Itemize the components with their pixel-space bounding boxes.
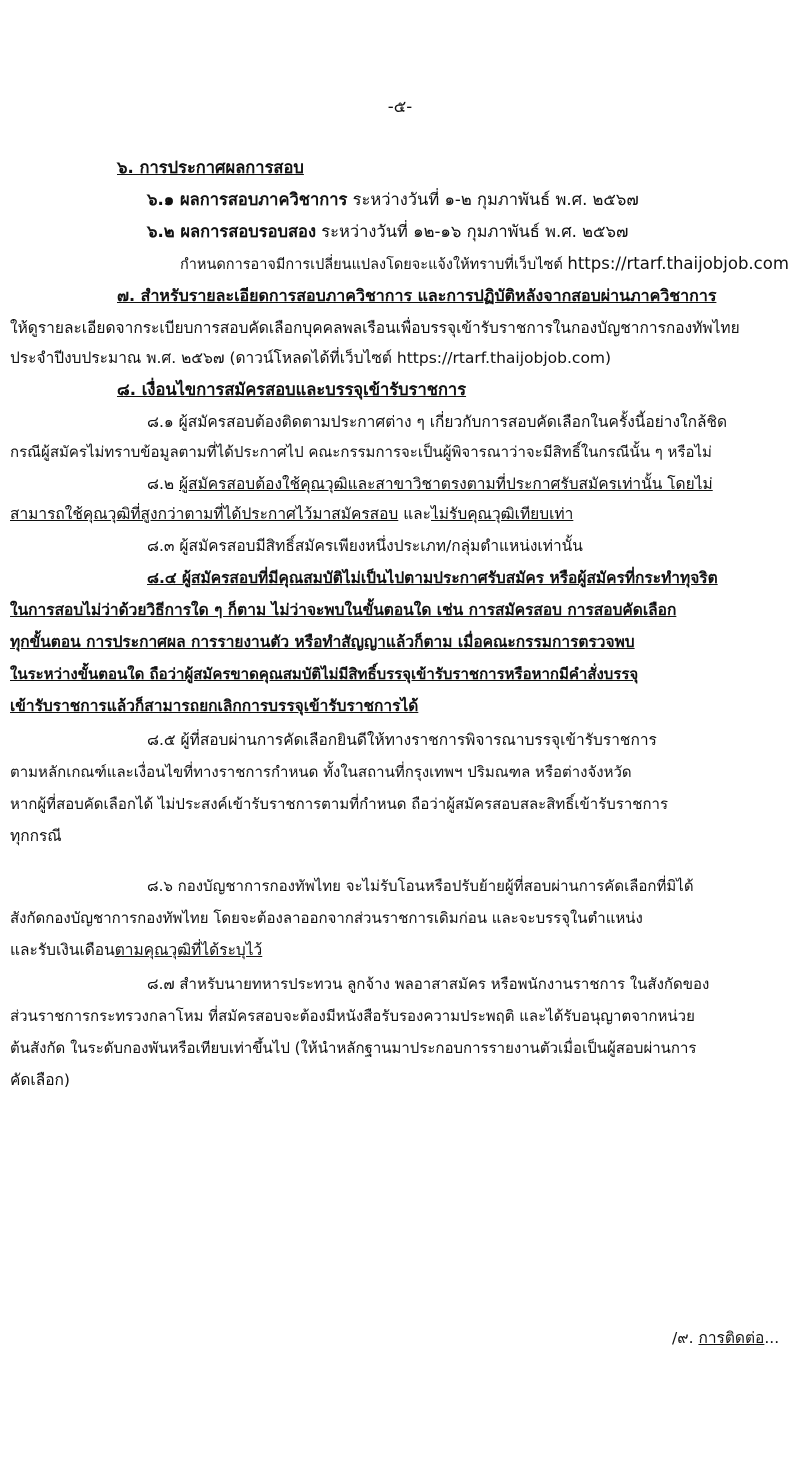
item-8-1-line-1: ๘.๑ ผู้สมัครสอบต้องติดตามประกาศต่าง ๆ เกี่ยวกับการสอบคัดเลือกในครั้งนี้อย่างใกล้ชิด (147, 413, 728, 431)
continuation-suffix: ... (764, 1329, 780, 1347)
item-8-4-line-5: เข้ารับราชการแล้วก็สามารถยกเลิกการบรรจุเข้ารับราชการได้ (10, 697, 419, 715)
item-8-4-line-3: ทุกขั้นตอน การประกาศผล การรายงานตัว หรือทำสัญญาแล้วก็ตาม เมื่อคณะกรรมการตรวจพบ (10, 633, 635, 651)
item-6-2-label: ๖.๒ ผลการสอบรอบสอง (147, 222, 316, 241)
item-8-6-line-2: สังกัดกองบัญชาการกองทัพไทย โดยจะต้องลาออกจากส่วนราชการเดิมก่อน และจะบรรจุในตำแหน่ง (10, 909, 643, 927)
item-8-2-line-2 (10, 502, 573, 526)
item-8-7-line-2: ส่วนราชการกระทรวงกลาโหม ที่สมัครสอบจะต้องมีหนังสือรับรองความประพฤติ และได้รับอนุญาตจากหน่วย (10, 1007, 695, 1025)
item-8-2-rule-b: สามารถใช้คุณวุฒิที่สูงกว่าตามที่ได้ประกาศไว้มาสมัครสอบ (10, 505, 399, 523)
item-8-2-rule-c: ไม่รับคุณวุฒิเทียบเท่า (431, 505, 574, 523)
item-8-4-line-2: ในการสอบไม่ว่าด้วยวิธีการใด ๆ ก็ตาม ไม่ว่าจะพบในขั้นตอนใด เช่น การสมัครสอบ การสอบคัดเลือก (10, 601, 677, 619)
item-8-6-line-1: ๘.๖ กองบัญชาการกองทัพไทย จะไม่รับโอนหรือปรับย้ายผู้ที่สอบผ่านการคัดเลือกที่มิได้ (147, 877, 694, 895)
item-8-6-qualification: ตามคุณวุฒิที่ได้ระบุไว้ (114, 941, 263, 959)
item-6-2-dates: ระหว่างวันที่ ๑๒-๑๖ กุมภาพันธ์ พ.ศ. ๒๕๖๗ (316, 222, 629, 241)
item-8-5-line-3: หากผู้ที่สอบคัดเลือกได้ ไม่ประสงค์เข้ารับราชการตามที่กำหนด ถือว่าผู้สมัครสอบสละสิทธิ์เข้ารับราชการ (10, 795, 669, 813)
item-6-1-label: ๖.๑ ผลการสอบภาควิชาการ (147, 190, 348, 209)
item-8-4-line-4: ในระหว่างขั้นตอนใด ถือว่าผู้สมัครขาดคุณสมบัติไม่มีสิทธิ์บรรจุเข้ารับราชการหรือหากมีคำสั่งบรรจุ (10, 665, 639, 683)
item-8-4-line-1: ๘.๔ ผู้สมัครสอบที่มีคุณสมบัติไม่เป็นไปตามประกาศรับสมัคร หรือผู้สมัครที่กระทำทุจริต (147, 569, 718, 587)
continuation-note (672, 1326, 779, 1350)
continuation-label: การติดต่อ (698, 1329, 765, 1347)
item-8-3: ๘.๓ ผู้สมัครสอบมีสิทธิ์สมัครเพียงหนึ่งประเภท/กลุ่มตำแหน่งเท่านั้น (147, 537, 583, 555)
section-6-title: ๖. การประกาศผลการสอบ (117, 158, 304, 177)
item-8-6-salary: และรับเงินเดือน (10, 941, 115, 959)
schedule-note-text: กำหนดการอาจมีการเปลี่ยนแปลงโดยจะแจ้งให้ทราบที่เว็บไซต์ (180, 257, 568, 273)
continuation-prefix: /๙. (672, 1329, 699, 1347)
page-number: -๕- (387, 97, 413, 116)
schedule-note-url: https://rtarf.thaijobjob.com (567, 254, 789, 273)
item-6-1-dates: ระหว่างวันที่ ๑-๒ กุมภาพันธ์ พ.ศ. ๒๕๖๗ (347, 190, 639, 209)
item-6-1 (147, 188, 639, 212)
item-8-7-line-3: ต้นสังกัด ในระดับกองพันหรือเทียบเท่าขึ้นไป (ให้นำหลักฐานมาประกอบการรายงานตัวเมื่อเป็นผู้สอบผ่านการ (10, 1039, 697, 1057)
item-6-2 (147, 220, 628, 244)
item-8-6-line-3 (10, 938, 262, 962)
item-8-5-line-1: ๘.๕ ผู้ที่สอบผ่านการคัดเลือกยินดีให้ทางราชการพิจารณาบรรจุเข้ารับราชการ (147, 731, 657, 749)
item-8-5-line-2: ตามหลักเกณฑ์และเงื่อนไขที่ทางราชการกำหนด ทั้งในสถานที่กรุงเทพฯ ปริมณฑล หรือต่างจังหวัด (10, 763, 632, 781)
section-7-line-2: ประจำปีงบประมาณ พ.ศ. ๒๕๖๗ (ดาวน์โหลดได้ที่เว็บไซต์ https://rtarf.thaijobjob.com) (10, 349, 612, 367)
item-8-2-number: ๘.๒ (147, 475, 180, 493)
item-8-7-line-4: คัดเลือก) (10, 1071, 70, 1089)
item-8-2-line-1 (147, 472, 713, 496)
item-8-2-rule-a: ผู้สมัครสอบต้องใช้คุณวุฒิและสาขาวิชาตรงตามที่ประกาศรับสมัครเท่านั้น โดยไม่ (179, 475, 713, 493)
item-8-1-line-2: กรณีผู้สมัครไม่ทราบข้อมูลตามที่ได้ประกาศไป คณะกรรมการจะเป็นผู้พิจารณาว่าจะมีสิทธิ์ในกรณีนั้น ๆ หรือไม่ (10, 443, 712, 461)
item-8-5-line-4: ทุกกรณี (10, 827, 62, 845)
section-8-title: ๘. เงื่อนไขการสมัครสอบและบรรจุเข้ารับราชการ (117, 380, 467, 399)
item-8-7-line-1: ๘.๗ สำหรับนายทหารประทวน ลูกจ้าง พลอาสาสมัคร หรือพนักงานราชการ ในสังกัดของ (147, 975, 710, 993)
schedule-note (180, 252, 789, 277)
section-7-title: ๗. สำหรับรายละเอียดการสอบภาควิชาการ และการปฏิบัติหลังจากสอบผ่านภาควิชาการ (117, 286, 717, 305)
section-7-line-1: ให้ดูรายละเอียดจากระเบียบการสอบคัดเลือกบุคคลพลเรือนเพื่อบรรจุเข้ารับราชการในกองบัญชาการกองทัพไทย (10, 319, 740, 337)
item-8-2-and: และ (398, 505, 432, 523)
